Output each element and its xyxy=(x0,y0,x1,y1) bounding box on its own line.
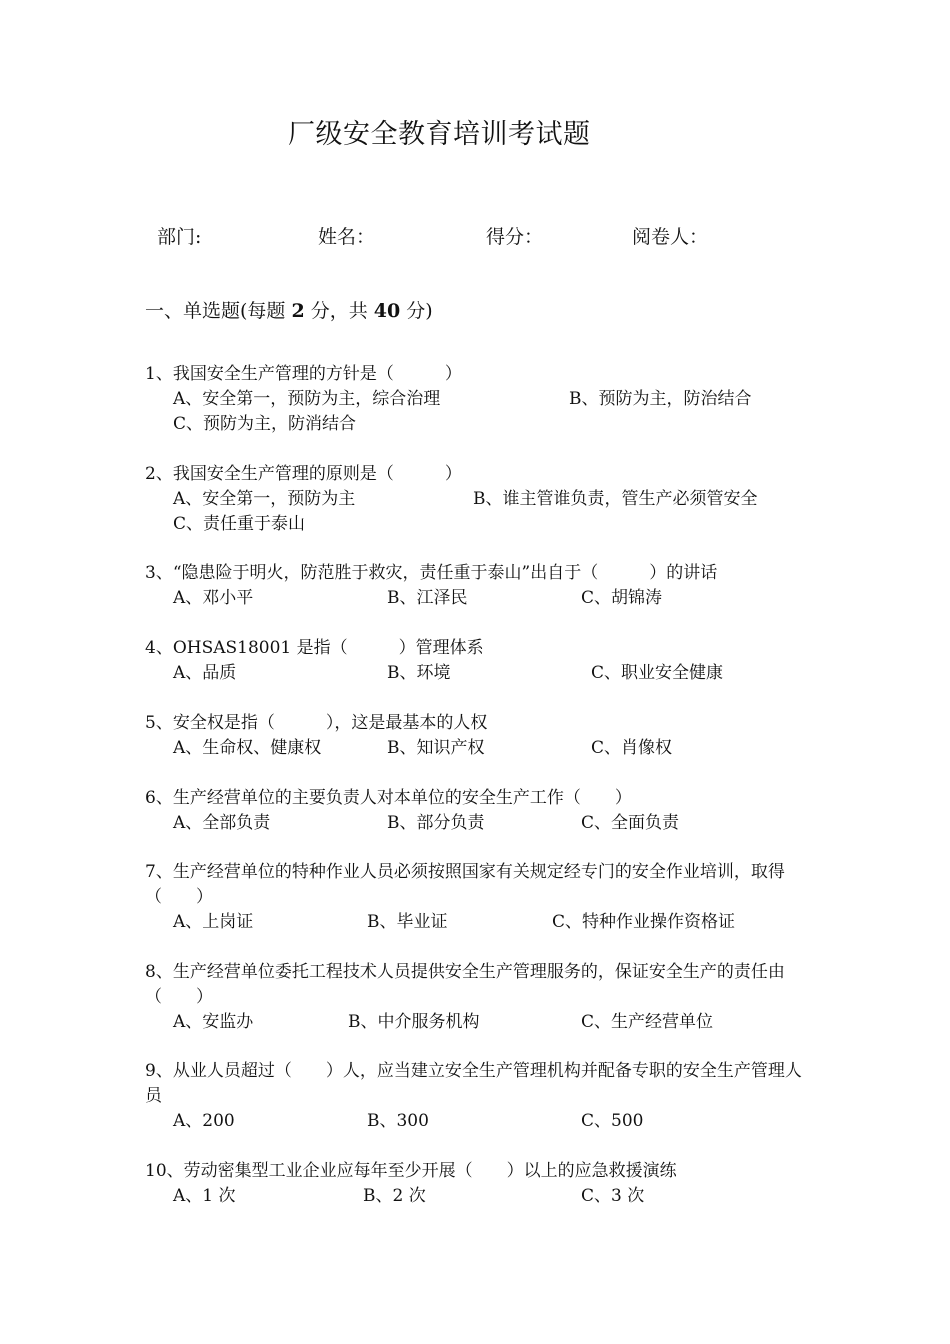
options-row xyxy=(145,1184,815,1209)
section-total-points: 40 xyxy=(373,300,401,322)
question-text: 2、我国安全生产管理的原则是（ ） xyxy=(145,464,462,484)
question-text: 3、“隐患险于明火，防范胜于救灾，责任重于泰山”出自于（ ）的讲话 xyxy=(145,563,718,583)
option-a: A、200 xyxy=(173,1111,235,1131)
question-3 xyxy=(145,561,815,611)
department-field: 部门: xyxy=(157,226,202,248)
option-b: B、知识产权 xyxy=(387,738,485,758)
option-c: C、职业安全健康 xyxy=(591,663,724,683)
question-text: 1、我国安全生产管理的方针是（ ） xyxy=(145,364,462,384)
option-c: C、预防为主，防消结合 xyxy=(173,414,357,434)
question-7 xyxy=(145,860,815,935)
option-a: A、上岗证 xyxy=(173,912,254,932)
question-text: 9、从业人员超过（ ）人，应当建立安全生产管理机构并配备专职的安全生产管理人员 xyxy=(145,1061,802,1106)
option-b: B、谁主管谁负责，管生产必须管安全 xyxy=(473,489,758,509)
option-a: A、安全第一，预防为主 xyxy=(173,489,356,509)
question-1 xyxy=(145,362,815,437)
question-8 xyxy=(145,960,815,1035)
options-row xyxy=(145,910,815,935)
section-per-points: 2 xyxy=(291,300,305,322)
options-row xyxy=(145,487,815,512)
option-b: B、300 xyxy=(367,1111,429,1131)
score-field: 得分： xyxy=(486,226,544,248)
option-b: B、部分负责 xyxy=(387,813,485,833)
grader-field: 阅卷人： xyxy=(632,226,709,248)
option-c: C、肖像权 xyxy=(591,738,673,758)
option-c: C、责任重于泰山 xyxy=(173,514,306,534)
section-prefix: 一、单选题(每题 xyxy=(145,300,292,322)
question-5 xyxy=(145,711,815,761)
question-text: 6、生产经营单位的主要负责人对本单位的安全生产工作（ ） xyxy=(145,788,632,808)
option-a: A、全部负责 xyxy=(173,813,271,833)
section-middle: 分，共 xyxy=(304,300,374,322)
question-text: 10、劳动密集型工业企业应每年至少开展（ ）以上的应急救援演练 xyxy=(145,1161,677,1181)
question-4 xyxy=(145,636,815,686)
option-a: A、品质 xyxy=(173,663,237,683)
question-10 xyxy=(145,1159,815,1209)
option-c: C、全面负责 xyxy=(581,813,680,833)
option-c: C、3 次 xyxy=(581,1186,645,1206)
option-c: C、生产经营单位 xyxy=(581,1012,714,1032)
option-a: A、邓小平 xyxy=(173,588,254,608)
name-field: 姓名： xyxy=(318,226,376,248)
option-a: A、安全第一，预防为主，综合治理 xyxy=(173,389,441,409)
section-heading xyxy=(145,296,433,323)
option-c: C、胡锦涛 xyxy=(581,588,663,608)
option-a: A、生命权、健康权 xyxy=(173,738,322,758)
options-row xyxy=(145,387,815,412)
question-2 xyxy=(145,462,815,537)
options-row xyxy=(145,661,815,686)
question-text: 8、生产经营单位委托工程技术人员提供安全生产管理服务的，保证安全生产的责任由（ ） xyxy=(145,962,785,1007)
option-b: B、环境 xyxy=(387,663,451,683)
option-b: B、江泽民 xyxy=(387,588,468,608)
option-b: B、毕业证 xyxy=(367,912,448,932)
section-suffix: 分) xyxy=(400,300,433,322)
option-c: C、特种作业操作资格证 xyxy=(552,912,736,932)
options-row xyxy=(145,736,815,761)
option-c: C、500 xyxy=(581,1111,644,1131)
question-text: 5、安全权是指（ ），这是最基本的人权 xyxy=(145,713,488,733)
page-title: 厂级安全教育培训考试题 xyxy=(288,119,591,150)
question-text: 4、OHSAS18001 是指（ ）管理体系 xyxy=(145,638,484,658)
question-9 xyxy=(145,1059,815,1134)
option-b: B、2 次 xyxy=(363,1186,426,1206)
options-row xyxy=(145,1010,815,1035)
options-row xyxy=(145,1109,815,1134)
option-a: A、1 次 xyxy=(173,1186,236,1206)
question-text: 7、生产经营单位的特种作业人员必须按照国家有关规定经专门的安全作业培训，取得（ ） xyxy=(145,862,785,907)
question-6 xyxy=(145,786,815,836)
option-a: A、安监办 xyxy=(173,1012,254,1032)
option-b: B、预防为主，防治结合 xyxy=(569,389,752,409)
options-row xyxy=(145,586,815,611)
options-row xyxy=(145,811,815,836)
option-b: B、中介服务机构 xyxy=(348,1012,480,1032)
